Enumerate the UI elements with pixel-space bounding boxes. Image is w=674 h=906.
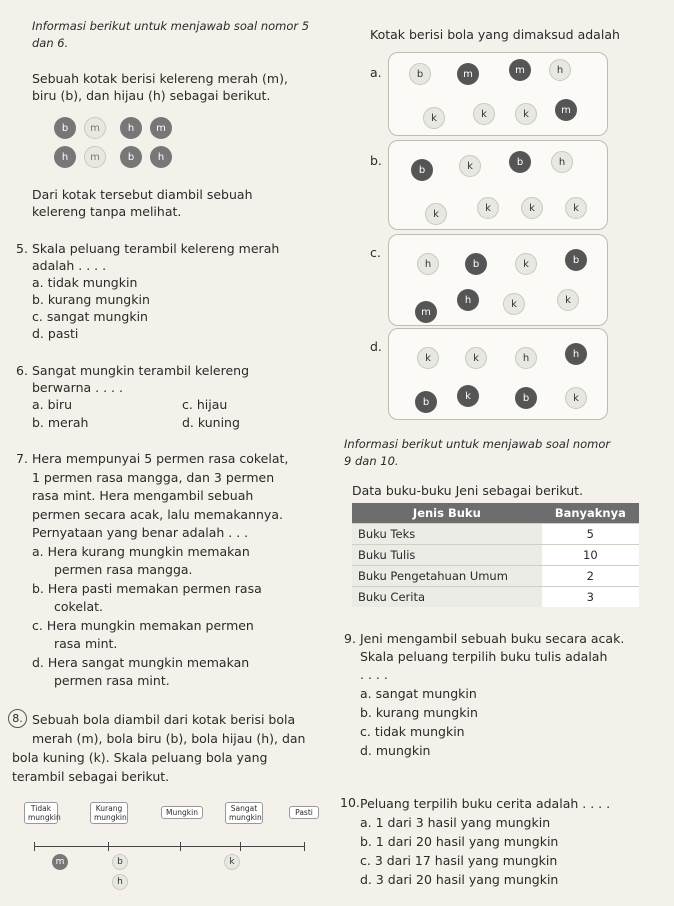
scale-marker: h: [112, 874, 128, 890]
question-7: 7. Hera mempunyai 5 permen rasa cokelat, 1 permen rasa mangga, dan 3 permen rasa mint. Hera mengambil sebuah permen secara acak, lalu memakannya. Pernyataan yang benar adalah . . . a. Hera kurang mungkin memakan permen rasa mangga. b. Hera pasti memakan permen rasa cokelat. c. Hera mungkin memakan permen rasa mint. d. Hera sangat mungkin memakan permen rasa mint.: [16, 450, 336, 691]
table-row: Buku Cerita 3: [352, 587, 639, 608]
ball: m: [509, 59, 531, 81]
question-10: 10. Peluang terpilih buku cerita adalah . . . . a. 1 dari 3 hasil yang mungkin b. 1 dari 20 hasil yang mungkin c. 3 dari 17 hasil yang mungkin d. 3 dari 20 hasil yang mungkin: [340, 794, 670, 889]
scale-label: Tidak mungkin: [24, 802, 58, 824]
ball: m: [415, 301, 437, 323]
box-option-label: d.: [370, 339, 382, 354]
ball: b: [565, 249, 587, 271]
ball: k: [565, 387, 587, 409]
ball: m: [457, 63, 479, 85]
scale-label: Kurang mungkin: [90, 802, 128, 824]
option-a[interactable]: a. tidak mungkin: [32, 275, 138, 290]
scale-label: Mungkin: [161, 806, 203, 819]
ball: k: [521, 197, 543, 219]
question-number: 8.: [8, 709, 27, 728]
question-number: 10.: [340, 795, 360, 810]
option-c[interactable]: c. tidak mungkin: [360, 724, 465, 739]
ball: b: [415, 391, 437, 413]
question-number: 5.: [16, 241, 28, 256]
ball: k: [457, 385, 479, 407]
table-row: Buku Teks 5: [352, 524, 639, 545]
question-9: 9. Jeni mengambil sebuah buku secara acak. Skala peluang terpilih buku tulis adalah . . . . a. sangat mungkin b. kurang mungkin c. tidak mungkin d. mungkin: [344, 630, 669, 760]
option-a[interactable]: a. 1 dari 3 hasil yang mungkin: [360, 815, 551, 830]
ball: h: [549, 59, 571, 81]
box-option-a[interactable]: [388, 52, 608, 136]
scale-label: Sangat mungkin: [225, 802, 263, 824]
table-row: Buku Tulis 10: [352, 545, 639, 566]
box-option-label: b.: [370, 153, 382, 168]
ball: h: [565, 343, 587, 365]
ball: k: [503, 293, 525, 315]
ball: b: [411, 159, 433, 181]
question-number: 7.: [16, 451, 28, 466]
table-caption: Data buku-buku Jeni sebagai berikut.: [352, 483, 584, 498]
table-header: Jenis Buku: [352, 503, 542, 524]
option-d[interactable]: d. Hera sangat mungkin memakan permen rasa mint.: [32, 654, 250, 688]
ball: h: [551, 151, 573, 173]
ball: k: [425, 203, 447, 225]
marble: m: [84, 117, 106, 139]
scale-tick: [34, 842, 35, 851]
question-6: 6. Sangat mungkin terambil kelereng berwarna . . . . a. biru b. merah c. hijau d. kuning: [16, 363, 250, 430]
marble: b: [54, 117, 76, 139]
ball: b: [515, 387, 537, 409]
ball: k: [473, 103, 495, 125]
scale-line: [34, 846, 304, 847]
scale-label: Pasti: [289, 806, 319, 819]
scale-marker: b: [112, 854, 128, 870]
ball: k: [423, 107, 445, 129]
option-b[interactable]: b. 1 dari 20 hasil yang mungkin: [360, 834, 559, 849]
ball: k: [417, 347, 439, 369]
option-a[interactable]: a. Hera kurang mungkin memakan permen rasa mangga.: [32, 543, 250, 577]
q5-6-intro: Sebuah kotak berisi kelereng merah (m), biru (b), dan hijau (h) sebagai berikut.: [32, 71, 288, 103]
option-a[interactable]: a. sangat mungkin: [360, 686, 477, 701]
option-c[interactable]: c. sangat mungkin: [32, 309, 148, 324]
option-d[interactable]: d. pasti: [32, 326, 79, 341]
ball: h: [457, 289, 479, 311]
option-a[interactable]: a. biru: [32, 397, 73, 412]
box-option-c[interactable]: [388, 234, 608, 326]
option-d[interactable]: d. kuning: [182, 415, 240, 430]
box-option-label: a.: [370, 65, 382, 80]
marble: m: [150, 117, 172, 139]
ball: k: [459, 155, 481, 177]
scale-marker: k: [224, 854, 240, 870]
draw-text: Dari kotak tersebut diambil sebuah kelereng tanpa melihat.: [32, 187, 253, 219]
ball: k: [565, 197, 587, 219]
info-header-9-10: Informasi berikut untuk menjawab soal nomor 9 dan 10.: [344, 437, 611, 468]
option-d[interactable]: d. mungkin: [360, 743, 431, 758]
table-header: Banyaknya: [542, 503, 639, 524]
scale-tick: [240, 842, 241, 851]
question-number: 6.: [16, 363, 28, 378]
scale-tick: [180, 842, 181, 851]
scale-tick: [304, 842, 305, 851]
option-d[interactable]: d. 3 dari 20 hasil yang mungkin: [360, 872, 559, 887]
marble: h: [54, 146, 76, 168]
box-option-b[interactable]: [388, 140, 608, 230]
marble: m: [84, 146, 106, 168]
box-option-label: c.: [370, 245, 381, 260]
question-8: 8. Sebuah bola diambil dari kotak berisi bola merah (m), bola biru (b), bola hijau (h), dan bola kuning (k). Skala peluang bola yang terambil sebagai berikut.: [8, 710, 338, 786]
right-header: Kotak berisi bola yang dimaksud adalah: [370, 27, 620, 42]
ball: b: [465, 253, 487, 275]
marble: h: [120, 117, 142, 139]
probability-scale: [24, 802, 324, 897]
ball: k: [557, 289, 579, 311]
info-header-5-6: Informasi berikut untuk menjawab soal nomor 5 dan 6.: [32, 19, 310, 50]
ball: h: [417, 253, 439, 275]
option-b[interactable]: b. merah: [32, 415, 89, 430]
ball: k: [465, 347, 487, 369]
table-row: Buku Pengetahuan Umum 2: [352, 566, 639, 587]
ball: b: [509, 151, 531, 173]
question-number: 9.: [344, 631, 356, 646]
option-c[interactable]: c. hijau: [182, 397, 228, 412]
book-table: [352, 503, 639, 607]
ball: k: [477, 197, 499, 219]
box-option-d[interactable]: [388, 328, 608, 420]
option-b[interactable]: b. Hera pasti memakan permen rasa cokelat.: [32, 580, 262, 614]
question-5: 5. Skala peluang terambil kelereng merah adalah . . . . a. tidak mungkin b. kurang mungkin c. sangat mungkin d. pasti: [16, 240, 336, 342]
scale-marker: m: [52, 854, 68, 870]
marble: b: [120, 146, 142, 168]
ball: k: [515, 103, 537, 125]
ball: h: [515, 347, 537, 369]
scale-tick: [108, 842, 109, 851]
ball: b: [409, 63, 431, 85]
option-b[interactable]: b. kurang mungkin: [360, 705, 478, 720]
marble-box: [32, 112, 182, 172]
option-c[interactable]: c. 3 dari 17 hasil yang mungkin: [360, 853, 558, 868]
ball: k: [515, 253, 537, 275]
marble: h: [150, 146, 172, 168]
ball: m: [555, 99, 577, 121]
option-b[interactable]: b. kurang mungkin: [32, 292, 150, 307]
option-c[interactable]: c. Hera mungkin memakan permen rasa mint.: [32, 617, 254, 651]
